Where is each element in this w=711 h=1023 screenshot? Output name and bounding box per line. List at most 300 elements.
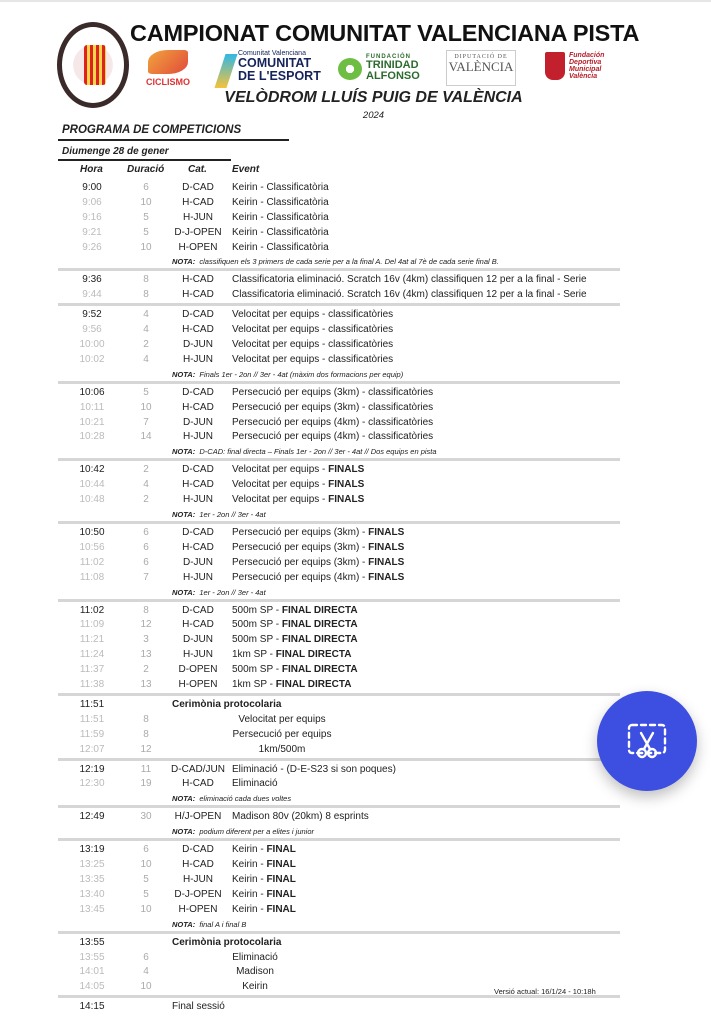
row-duration: 8 — [143, 713, 149, 725]
event-bold: FINAL DIRECTA — [275, 679, 352, 691]
row-time: 9:52 — [82, 309, 102, 321]
row-duration: 3 — [143, 634, 149, 646]
note-text: Finals 1er - 2on // 3er - 4at (màxim dos formacions per equip) — [199, 369, 404, 379]
row-duration: 6 — [143, 182, 149, 193]
row-category: H-JUN — [183, 353, 213, 365]
row-time: 9:36 — [82, 274, 102, 286]
event-text: Keirin - — [232, 873, 267, 885]
event-text: Eliminació - (D-E-S23 si son poques) — [232, 763, 396, 775]
table-row — [58, 241, 620, 256]
row-event — [232, 323, 393, 338]
fdm-text: Fundación Deportiva Municipal València — [569, 52, 605, 80]
table-row — [58, 728, 620, 743]
note-text: final A i final B — [199, 919, 247, 929]
row-time: 9:56 — [82, 324, 102, 336]
event-bold: FINAL — [266, 873, 296, 885]
event-bold: FINAL — [266, 888, 296, 900]
row-duration: 8 — [143, 728, 149, 740]
event-text: Persecució per equips (3km) - — [232, 556, 369, 568]
table-row — [58, 763, 620, 778]
row-duration: 6 — [143, 844, 149, 856]
note-label: NOTA: — [172, 257, 196, 267]
row-event — [232, 873, 296, 888]
row-duration: 13 — [140, 649, 152, 661]
row-event — [232, 810, 369, 825]
event-text: Persecució per equips (4km) - classificatòries — [232, 416, 434, 428]
row-duration: 11 — [140, 763, 152, 775]
row-duration: 8 — [143, 289, 149, 301]
event-text: 500m SP - — [232, 619, 282, 631]
row-time: 10:11 — [79, 401, 105, 413]
row-category: H-OPEN — [178, 241, 218, 253]
table-row — [58, 288, 620, 303]
row-time: 10:21 — [79, 416, 105, 428]
table-row — [58, 858, 620, 873]
row-category: H-JUN — [183, 649, 213, 661]
row-time: 14:05 — [79, 981, 105, 993]
row-category: H-JUN — [183, 873, 213, 885]
row-event — [232, 386, 433, 401]
event-text: Classificatoria eliminació. Scratch 16v (4km) classifiquen 12 per a la final - Serie — [232, 274, 587, 286]
row-category: D-CAD — [182, 527, 214, 539]
table-row — [58, 196, 620, 211]
row-category: H-CAD — [182, 778, 214, 790]
row-event — [232, 211, 329, 226]
esport-main2: DE L'ESPORT — [238, 68, 321, 83]
table-row — [58, 965, 620, 980]
rfec-logo — [142, 50, 194, 87]
row-duration: 4 — [143, 353, 149, 365]
table-row — [58, 571, 620, 586]
row-time: 10:00 — [79, 339, 105, 351]
row-time: 12:19 — [79, 763, 105, 775]
year: 2024 — [362, 110, 385, 121]
row-duration: 5 — [143, 888, 149, 900]
row-category: H-CAD — [182, 274, 214, 286]
page-title: CAMPIONAT COMUNITAT VALENCIANA PISTA — [130, 20, 640, 46]
row-duration: 5 — [143, 386, 149, 398]
top-border — [0, 0, 711, 2]
row-category: H-CAD — [182, 859, 214, 871]
event-text: Madison 80v (20km) 8 esprints — [232, 811, 369, 823]
trinidad-small: FUNDACIÓN — [366, 54, 411, 60]
table-row — [58, 323, 620, 338]
row-time: 10:50 — [79, 527, 105, 539]
rfec-text: CICLISMO — [146, 77, 190, 87]
table-row — [58, 493, 620, 508]
row-duration: 12 — [140, 619, 152, 631]
version-text: Versió actual: 16/1/24 - 10:18h — [494, 987, 596, 996]
row-event — [232, 416, 433, 431]
table-row — [58, 353, 620, 368]
row-time: 10:56 — [79, 541, 105, 553]
row-event — [232, 541, 404, 556]
note — [58, 586, 620, 599]
row-event — [232, 678, 351, 693]
note-text: podium diferent per a elites i junior — [199, 827, 315, 837]
table-row — [58, 743, 620, 758]
row-category: D-JUN — [183, 416, 213, 428]
row-category: D-JUN — [183, 634, 213, 646]
row-event — [232, 401, 433, 416]
note — [58, 825, 620, 838]
event-text: 500m SP - — [232, 604, 282, 616]
row-event — [232, 181, 329, 196]
event-text: Keirin - Classificatòria — [232, 211, 329, 223]
row-time: 13:40 — [79, 888, 105, 900]
event-text: Persecució per equips (3km) - classificatòries — [232, 401, 434, 413]
row-category: D-CAD — [182, 604, 214, 616]
row-time: 13:55 — [79, 951, 105, 963]
row-duration: 10 — [140, 241, 152, 253]
row-time: 10:44 — [79, 479, 105, 491]
event-text: 1km SP - — [232, 649, 276, 661]
event-text: Eliminació — [232, 778, 278, 790]
event-text: Velocitat per equips - — [232, 479, 329, 491]
row-event — [232, 493, 364, 508]
note-label: NOTA: — [172, 794, 196, 804]
row-category: D-CAD — [182, 464, 214, 476]
event-text: Velocitat per equips — [238, 713, 326, 725]
event-bold: FINALS — [368, 527, 405, 539]
event-text: Keirin - Classificatòria — [232, 182, 329, 193]
event-bold: FINAL — [266, 859, 296, 871]
row-time: 10:02 — [79, 353, 105, 365]
row-duration: 10 — [140, 401, 152, 413]
row-time: 11:02 — [79, 556, 105, 568]
note-label: NOTA: — [172, 827, 196, 837]
row-event — [232, 196, 329, 211]
seal-flag — [84, 45, 106, 85]
row-duration: 2 — [143, 494, 149, 506]
row-duration: 4 — [143, 966, 149, 978]
row-event — [232, 571, 404, 586]
screenshot-scissors-icon — [625, 719, 669, 763]
event-text: Velocitat per equips - — [232, 464, 329, 476]
table-row — [58, 338, 620, 353]
ceremony-time: 11:51 — [79, 698, 105, 710]
table-row — [58, 678, 620, 693]
note-label: NOTA: — [172, 369, 196, 379]
row-time: 11:59 — [79, 728, 105, 740]
row-event — [232, 353, 393, 368]
diputacio-logo — [446, 50, 516, 86]
event-bold: FINAL — [266, 844, 296, 856]
venue-title: VELÒDROM LLUÍS PUIG DE VALÈNCIA — [224, 89, 523, 106]
row-category: H-CAD — [182, 196, 214, 208]
row-event — [232, 903, 296, 918]
ceremony-header — [58, 936, 620, 951]
row-category: H-OPEN — [178, 679, 218, 691]
row-category: H-CAD — [182, 324, 214, 336]
row-duration: 14 — [140, 431, 152, 443]
row-event — [172, 1000, 225, 1015]
event-text: Velocitat per equips - classificatòries — [232, 309, 394, 321]
row-time: 13:45 — [79, 903, 105, 915]
row-category: H-CAD — [182, 619, 214, 631]
event-text: Keirin - — [232, 844, 267, 856]
row-event — [232, 604, 358, 619]
table-row — [58, 951, 620, 966]
col-header-category: Cat. — [188, 164, 207, 175]
row-duration: 4 — [143, 479, 149, 491]
row-event — [232, 288, 587, 303]
table-row — [58, 416, 620, 431]
row-time: 12:07 — [79, 743, 105, 755]
row-duration: 6 — [143, 556, 149, 568]
row-event — [232, 843, 296, 858]
schedule-table — [58, 181, 620, 1015]
note — [58, 792, 620, 805]
event-text: Keirin - Classificatòria — [232, 196, 329, 208]
row-event — [232, 273, 587, 288]
event-text: Velocitat per equips - — [232, 494, 329, 506]
table-row — [58, 430, 620, 445]
esport-small: Comunitat Valenciana — [238, 50, 306, 57]
row-event — [232, 763, 396, 778]
ceremony-label: Cerimònia protocolaria — [172, 698, 282, 710]
row-category: D-CAD/JUN — [171, 763, 225, 775]
row-time: 9:16 — [82, 211, 102, 223]
event-bold: FINAL DIRECTA — [281, 664, 358, 676]
table-row — [58, 308, 620, 323]
row-event — [232, 663, 358, 678]
row-category: D-JUN — [183, 339, 213, 351]
event-text: Persecució per equips (3km) - classificatòries — [232, 386, 434, 398]
row-duration: 6 — [143, 951, 149, 963]
row-time: 10:48 — [79, 494, 105, 506]
event-bold: FINAL DIRECTA — [281, 619, 358, 631]
table-row — [58, 903, 620, 918]
rfec-swoosh — [148, 50, 188, 74]
event-bold: FINAL DIRECTA — [275, 649, 352, 661]
row-time: 9:06 — [82, 196, 102, 208]
row-duration: 10 — [140, 981, 152, 993]
row-duration: 6 — [143, 541, 149, 553]
event-bold: FINALS — [328, 464, 365, 476]
event-text: Madison — [236, 966, 274, 978]
event-text: Velocitat per equips - classificatòries — [232, 339, 394, 351]
row-category: D-J-OPEN — [174, 888, 222, 900]
row-event — [232, 463, 364, 478]
table-row — [58, 401, 620, 416]
table-row — [58, 478, 620, 493]
row-event — [232, 526, 404, 541]
note — [58, 445, 620, 458]
row-time: 14:01 — [79, 966, 105, 978]
row-category: H-JUN — [183, 211, 213, 223]
row-category: D-JUN — [183, 556, 213, 568]
row-time: 11:51 — [79, 713, 105, 725]
row-duration: 5 — [143, 226, 149, 238]
event-text: Keirin - Classificatòria — [232, 241, 329, 253]
screenshot-fab-button[interactable] — [597, 691, 697, 791]
row-category: D-CAD — [182, 386, 214, 398]
row-time: 11:21 — [79, 634, 105, 646]
event-text: Velocitat per equips - classificatòries — [232, 324, 394, 336]
row-duration: 7 — [143, 571, 149, 583]
row-duration: 4 — [143, 309, 149, 321]
row-event — [232, 777, 278, 792]
row-time: 10:06 — [79, 386, 105, 398]
event-bold: FINAL — [266, 903, 296, 915]
diputacio-small: DIPUTACIÓ DE — [454, 54, 508, 60]
row-category: D-J-OPEN — [174, 226, 222, 238]
section-underline — [58, 139, 289, 141]
trinidad-mark — [338, 58, 362, 80]
row-time: 11:38 — [79, 679, 105, 691]
row-category: D-CAD — [182, 309, 214, 321]
event-bold: FINAL DIRECTA — [281, 634, 358, 646]
row-duration: 5 — [143, 873, 149, 885]
day-title: Diumenge 28 de gener — [62, 146, 169, 157]
table-row — [58, 541, 620, 556]
row-category: H-CAD — [182, 541, 214, 553]
table-row — [58, 663, 620, 678]
event-bold: FINALS — [368, 556, 405, 568]
table-row — [58, 618, 620, 633]
row-event — [172, 743, 392, 758]
row-category: H-CAD — [182, 289, 214, 301]
row-event — [232, 888, 296, 903]
table-row — [58, 463, 620, 478]
note-text: 1er - 2on // 3er - 4at — [199, 510, 266, 520]
event-bold: FINAL DIRECTA — [281, 604, 358, 616]
row-duration: 5 — [143, 211, 149, 223]
esport-main1: COMUNITAT — [238, 56, 312, 70]
event-bold: FINALS — [368, 541, 405, 553]
row-event — [232, 226, 329, 241]
row-time: 11:09 — [79, 619, 105, 631]
table-row — [58, 386, 620, 401]
event-text: Velocitat per equips - classificatòries — [232, 353, 394, 365]
event-text: 1km/500m — [258, 743, 306, 755]
section-title: PROGRAMA DE COMPETICIONS — [62, 124, 242, 136]
row-event — [172, 951, 338, 966]
day-underline — [58, 159, 231, 161]
col-header-duration: Duració — [127, 164, 165, 175]
row-duration: 19 — [140, 778, 152, 790]
row-time: 13:35 — [79, 873, 105, 885]
event-text: Keirin - — [232, 888, 267, 900]
row-time: 9:21 — [82, 226, 102, 238]
row-time: 12:30 — [79, 778, 105, 790]
row-event — [232, 338, 393, 353]
note — [58, 255, 620, 268]
row-time: 10:42 — [79, 464, 105, 476]
row-time: 14:15 — [79, 1001, 105, 1013]
table-row — [58, 843, 620, 858]
row-event — [232, 430, 433, 445]
fdm-logo — [545, 52, 615, 80]
event-text: Keirin - — [232, 859, 267, 871]
row-category: H-JUN — [183, 494, 213, 506]
table-row — [58, 888, 620, 903]
note-text: classifiquen els 3 primers de cada serie per a la final A. Del 4at al 7è de cada serie final B. — [199, 257, 499, 267]
event-text: Persecució per equips — [232, 728, 332, 740]
table-row — [58, 526, 620, 541]
diputacio-main: VALÈNCIA — [448, 59, 514, 74]
event-bold: FINALS — [328, 494, 365, 506]
table-row — [58, 181, 620, 196]
ceremony-header — [58, 698, 620, 713]
table-row — [58, 273, 620, 288]
table-row — [58, 810, 620, 825]
row-category: D-CAD — [182, 844, 214, 856]
event-text: Persecució per equips (3km) - — [232, 527, 369, 539]
row-time: 13:25 — [79, 859, 105, 871]
note-text: 1er - 2on // 3er - 4at — [199, 587, 266, 597]
row-category: H-OPEN — [178, 903, 218, 915]
row-event — [232, 308, 393, 323]
trinidad-main1: TRINIDAD — [366, 59, 419, 71]
row-time: 11:24 — [79, 649, 105, 661]
note-label: NOTA: — [172, 919, 196, 929]
trinidad-main2: ALFONSO — [366, 70, 420, 82]
row-event — [232, 858, 296, 873]
row-time: 9:00 — [82, 182, 102, 193]
event-text: Eliminació — [232, 951, 278, 963]
row-event — [232, 618, 358, 633]
row-event — [172, 980, 338, 995]
table-row — [58, 633, 620, 648]
esport-mark — [214, 54, 237, 88]
note — [58, 918, 620, 931]
row-category: H-JUN — [183, 431, 213, 443]
note-label: NOTA: — [172, 447, 196, 457]
event-text: Classificatoria eliminació. Scratch 16v (4km) classifiquen 12 per a la final - Serie — [232, 289, 587, 301]
row-time: 11:08 — [79, 571, 105, 583]
row-duration: 4 — [143, 324, 149, 336]
row-duration: 6 — [143, 527, 149, 539]
row-duration: 2 — [143, 664, 149, 676]
row-category: D-OPEN — [178, 664, 218, 676]
note-text: D-CAD: final directa – Finals 1er - 2on // 3er - 4at // Dos equips en pista — [199, 447, 437, 457]
note — [58, 508, 620, 521]
table-row — [58, 226, 620, 241]
row-event — [232, 478, 364, 493]
row-event — [232, 648, 351, 663]
note-label: NOTA: — [172, 510, 196, 520]
row-event — [232, 241, 329, 256]
note-text: eliminació cada dues voltes — [199, 794, 292, 804]
event-text: Final sessió — [172, 1001, 225, 1013]
fdm-shield — [545, 52, 565, 80]
table-row — [58, 873, 620, 888]
table-row — [58, 713, 620, 728]
ceremony-time: 13:55 — [79, 936, 105, 948]
table-row — [58, 777, 620, 792]
row-duration: 10 — [140, 859, 152, 871]
row-duration: 13 — [140, 679, 152, 691]
row-time: 9:26 — [82, 241, 102, 253]
table-row — [58, 604, 620, 619]
row-time: 13:19 — [79, 844, 105, 856]
row-time: 11:02 — [79, 604, 105, 616]
event-bold: FINALS — [368, 571, 405, 583]
row-duration: 2 — [143, 464, 149, 476]
row-event — [172, 713, 392, 728]
row-duration: 7 — [143, 416, 149, 428]
col-header-event: Event — [232, 164, 260, 175]
row-duration: 10 — [140, 196, 152, 208]
event-text: Keirin - Classificatòria — [232, 226, 329, 238]
event-text: 500m SP - — [232, 634, 282, 646]
event-bold: FINALS — [328, 479, 365, 491]
row-category: H-CAD — [182, 401, 214, 413]
row-duration: 30 — [140, 811, 152, 823]
ceremony-label: Cerimònia protocolaria — [172, 936, 282, 948]
